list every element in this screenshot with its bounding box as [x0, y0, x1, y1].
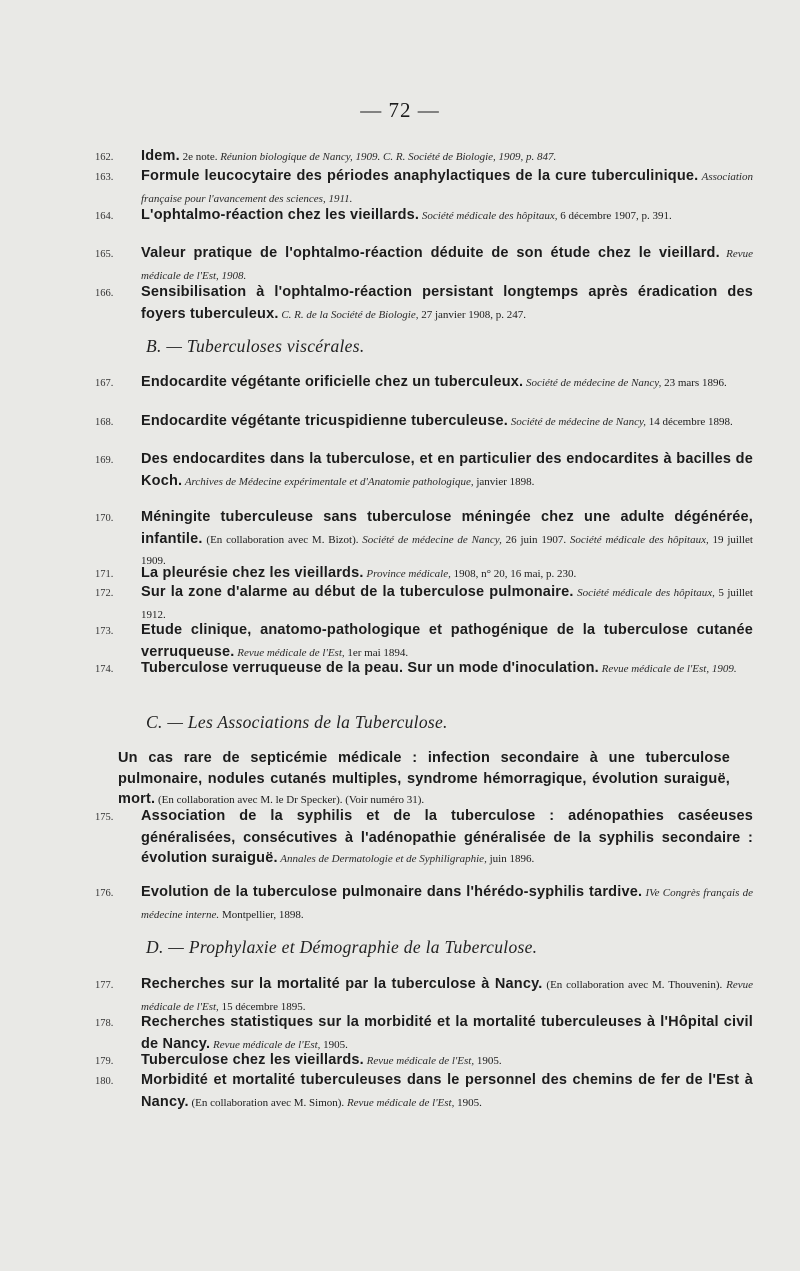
bibliography-entry-180: 180. Morbidité et mortalité tuberculeuses dans le personnel des chemins de fer de l'Est à Nancy. (En collaboration avec M. Simon). Revue médicale de l'Est, 1905. [95, 1072, 753, 1110]
bibliography-entry-163: 163. Formule leucocytaire des périodes anaphylactiques de la cure tuberculinique. Association française pour l'avancement des sciences, 1911. [95, 168, 753, 205]
section-heading-b: B. — Tuberculoses viscérales. [146, 336, 365, 356]
page-number: — 72 — [360, 98, 440, 122]
bibliography-entry-166: 166. Sensibilisation à l'ophtalmo-réaction persistant longtemps après éradication des foyers tuberculeux. C. R. de la Société de Biologie, 27 janvier 1908, p. 247. [95, 284, 753, 322]
bibliography-entry-177: 177. Recherches sur la mortalité par la tuberculose à Nancy. (En collaboration avec M. Thouvenin). Revue médicale de l'Est, 15 décembre 1895. [95, 976, 754, 1013]
bibliography-entry-178: 178. Recherches statistiques sur la morbidité et la mortalité tuberculeuses à l'Hôpital civil de Nancy. Revue médicale de l'Est, 1905. [95, 1014, 753, 1052]
bibliography-entry-176: 176. Evolution de la tuberculose pulmonaire dans l'hérédo-syphilis tardive. IVe Congrès français de médecine interne. Montpellier, 1898. [95, 884, 753, 921]
section-heading-c: C. — Les Associations de la Tuberculose. [146, 712, 448, 732]
bibliography-entry-165: 165. Valeur pratique de l'ophtalmo-réaction déduite de son étude chez le vieillard. Revue médicale de l'Est, 1908. [95, 245, 753, 282]
section-heading-d: D. — Prophylaxie et Démographie de la Tuberculose. [146, 937, 538, 957]
bibliography-entry-179: 179. Tuberculose chez les vieillards. Revue médicale de l'Est, 1905. [95, 1052, 502, 1068]
bibliography-entry-167: 167. Endocardite végétante orificielle chez un tuberculeux. Société de médecine de Nancy, 23 mars 1896. [95, 374, 727, 390]
bibliography-entry-174: 174. Tuberculose verruqueuse de la peau. Sur un mode d'inoculation. Revue médicale de l'Est, 1909. [95, 660, 737, 676]
bibliography-entry-171: 171. La pleurésie chez les vieillards. Province médicale, 1908, n° 20, 16 mai, p. 230. [95, 565, 577, 581]
bibliography-entry-168: 168. Endocardite végétante tricuspidienne tuberculeuse. Société de médecine de Nancy, 14 décembre 1898. [95, 413, 733, 429]
bibliography-entry-175: 175. Association de la syphilis et de la tuberculose : adénopathies caséeuses généralisées, consécutives à l'adénopathie généralisée de la syphilis secondaire : évolution suraiguë. Annales de Dermatologie et de Syphiligraphie, juin 1896. [95, 808, 753, 866]
bibliography-entry-170: 170. Méningite tuberculeuse sans tuberculose méningée chez une adulte dégénérée, infantile. (En collaboration avec M. Bizot). Société de médecine de Nancy, 26 juin 1907. Société médicale des hôpitaux, 19 juillet 1909. [95, 509, 753, 567]
bibliography-entry-162: 162. Idem. 2e note. Réunion biologique de Nancy, 1909. C. R. Société de Biologie, 1909, p. 847. [95, 148, 557, 164]
bibliography-entry-164: 164. L'ophtalmo-réaction chez les vieillards. Société médicale des hôpitaux, 6 décembre 1907, p. 391. [95, 207, 672, 223]
bibliography-entry-169: 169. Des endocardites dans la tuberculose, et en particulier des endocardites à bacilles de Koch. Archives de Médecine expérimentale et d'Anatomie pathologique, janvier 1898. [95, 451, 753, 489]
bibliography-entry-unnumbered: Un cas rare de septicémie médicale : infection secondaire à une tuberculose pulmonaire, nodules cutanés multiples, syndrome hémorragique, évolution suraiguë, mort. (En collaboration avec M. le Dr Specker). (Voir numéro 31). [118, 750, 730, 807]
bibliography-entry-173: 173. Etude clinique, anatomo-pathologique et pathogénique de la tuberculose cutanée verruqueuse. Revue médicale de l'Est, 1er mai 1894. [95, 622, 753, 660]
bibliography-entry-172: 172. Sur la zone d'alarme au début de la tuberculose pulmonaire. Société médicale des hôpitaux, 5 juillet 1912. [95, 584, 753, 621]
